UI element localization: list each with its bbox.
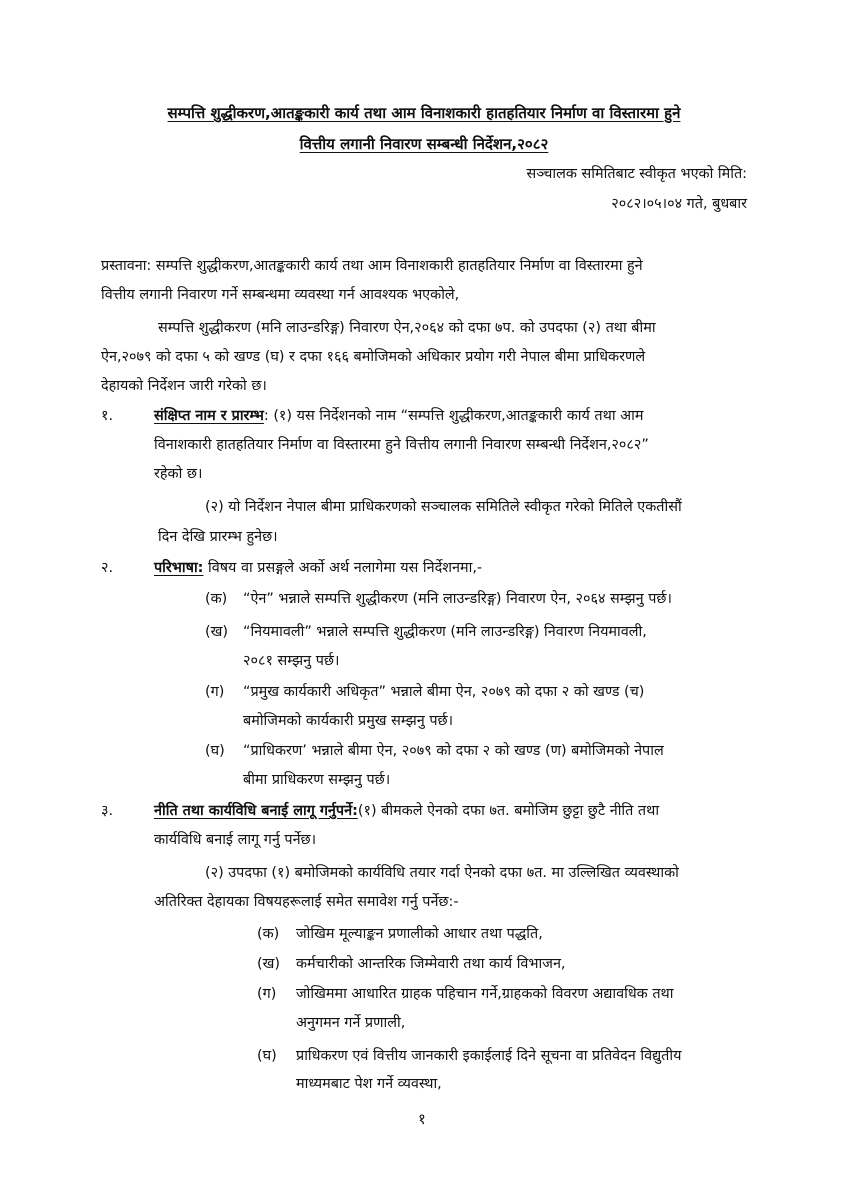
- section-2-line: [154, 558, 482, 578]
- definition-text: बीमा प्राधिकरण सम्झनु पर्छ।: [243, 772, 391, 788]
- section-1-text: : (१) यस निर्देशनको नाम “सम्पत्ति शुद्धीकरण,आतङ्ककारी कार्य तथा आम: [263, 408, 644, 424]
- preamble-line: [101, 256, 743, 276]
- document-title-line-2: वित्तीय लगानी निवारण सम्बन्धी निर्देशन,२०८२: [299, 135, 549, 153]
- definition-text: “ऐन” भन्नाले सम्पत्ति शुद्धीकरण (मनि लाउन्डरिङ्ग) निवारण ऐन, २०६४ सम्झनु पर्छ।: [243, 591, 672, 607]
- definition-text: “प्रमुख कार्यकारी अधिकृत” भन्नाले बीमा ऐन, २०७९ को दफा २ को खण्ड (च): [243, 684, 645, 700]
- preamble-line: वित्तीय लगानी निवारण गर्ने सम्बन्धमा व्यवस्था गर्न आवश्यक भएकोले,: [101, 287, 460, 303]
- list-item-text: प्राधिकरण एवं वित्तीय जानकारी इकाईलाई दिने सूचना वा प्रतिवेदन विद्युतीय: [296, 1048, 682, 1064]
- preamble-line: देहायको निर्देशन जारी गरेको छ।: [101, 378, 267, 394]
- section-1-line: रहेको छ।: [154, 466, 203, 482]
- section-2-text: विषय वा प्रसङ्गले अर्को अर्थ नलागेमा यस निर्देशनमा,-: [203, 560, 483, 576]
- preamble-line: सम्पत्ति शुद्धीकरण (मनि लाउन्डरिङ्ग) निवारण ऐन,२०६४ को दफा ७प. को उपदफा (२) तथा बीमा: [158, 320, 656, 336]
- list-item-label: (ग): [257, 986, 277, 1002]
- section-3-number: ३.: [101, 803, 114, 819]
- definition-label: (ग): [205, 684, 225, 700]
- preamble-text: प्रस्तावना: सम्पत्ति शुद्धीकरण,आतङ्ककारी कार्य तथा आम विनाशकारी हातहतियार निर्माण वा विस्तारमा हुने: [101, 258, 643, 274]
- section-3-line: [154, 801, 659, 821]
- section-1-line: दिन देखि प्रारम्भ हुनेछ।: [158, 529, 278, 545]
- definition-text: २०८१ सम्झनु पर्छ।: [243, 653, 340, 669]
- list-item-text: माध्यमबाट पेश गर्ने व्यवस्था,: [296, 1076, 442, 1092]
- section-3-heading: नीति तथा कार्यविधि बनाई लागू गर्नुपर्ने:: [154, 803, 358, 819]
- definition-label: (घ): [205, 743, 225, 759]
- definition-text: “प्राधिकरण’ भन्नाले बीमा ऐन, २०७९ को दफा २ को खण्ड (ण) बमोजिमको नेपाल: [243, 743, 664, 759]
- approval-label: सञ्चालक समितिबाट स्वीकृत भएको मिति:: [526, 166, 747, 182]
- section-3-line: (२) उपदफा (१) बमोजिमको कार्यविधि तयार गर्दा ऐनको दफा ७त. मा उल्लिखित व्यवस्थाको: [205, 865, 679, 881]
- section-1-line: (२) यो निर्देशन नेपाल बीमा प्राधिकरणको सञ्चालक समितिले स्वीकृत गरेको मितिले एकतीसौं: [205, 499, 682, 515]
- definition-text: “नियमावली” भन्नाले सम्पत्ति शुद्धीकरण (मनि लाउन्डरिङ्ग) निवारण नियमावली,: [243, 624, 647, 640]
- page-number: १: [418, 1110, 426, 1128]
- list-item-text: अनुगमन गर्ने प्रणाली,: [296, 1015, 406, 1031]
- definition-label: (क): [205, 591, 228, 607]
- section-1-line: [154, 406, 643, 426]
- section-2-heading: परिभाषा:: [154, 560, 204, 576]
- document-title-line-1: सम्पत्ति शुद्धीकरण,आतङ्ककारी कार्य तथा आम विनाशकारी हातहतियार निर्माण वा विस्तारमा हुने: [167, 104, 681, 122]
- definition-label: (ख): [205, 624, 229, 640]
- list-item-text: जोखिममा आधारित ग्राहक पहिचान गर्ने,ग्राहकको विवरण अद्यावधिक तथा: [296, 986, 674, 1002]
- list-item-label: (क): [257, 926, 280, 942]
- list-item-text: कर्मचारीको आन्तरिक जिम्मेवारी तथा कार्य विभाजन,: [296, 956, 566, 972]
- preamble-line: ऐन,२०७९ को दफा ५ को खण्ड (घ) र दफा १६६ बमोजिमको अधिकार प्रयोग गरी नेपाल बीमा प्राधिकरणले: [101, 349, 646, 365]
- definition-text: बमोजिमको कार्यकारी प्रमुख सम्झनु पर्छ।: [243, 713, 454, 729]
- section-3-line: कार्यविधि बनाई लागू गर्नु पर्नेछ।: [154, 832, 317, 848]
- approval-date: २०८२।०५।०४ गते, बुधबार: [611, 196, 747, 212]
- list-item-label: (ख): [257, 956, 281, 972]
- section-1-number: १.: [101, 408, 114, 424]
- section-1-line: विनाशकारी हातहतियार निर्माण वा विस्तारमा हुने वित्तीय लगानी निवारण सम्बन्धी निर्देशन,२०८२”: [154, 437, 649, 453]
- list-item-label: (घ): [257, 1048, 277, 1064]
- section-3-text: (१) बीमकले ऐनको दफा ७त. बमोजिम छुट्टा छुटै नीति तथा: [357, 803, 660, 819]
- section-3-line: अतिरिक्त देहायका विषयहरूलाई समेत समावेश गर्नु पर्नेछ:-: [154, 894, 459, 910]
- section-1-heading: संक्षिप्त नाम र प्रारम्भ: [154, 408, 264, 424]
- list-item-text: जोखिम मूल्याङ्कन प्रणालीको आधार तथा पद्धति,: [296, 926, 543, 942]
- section-2-number: २.: [101, 560, 114, 576]
